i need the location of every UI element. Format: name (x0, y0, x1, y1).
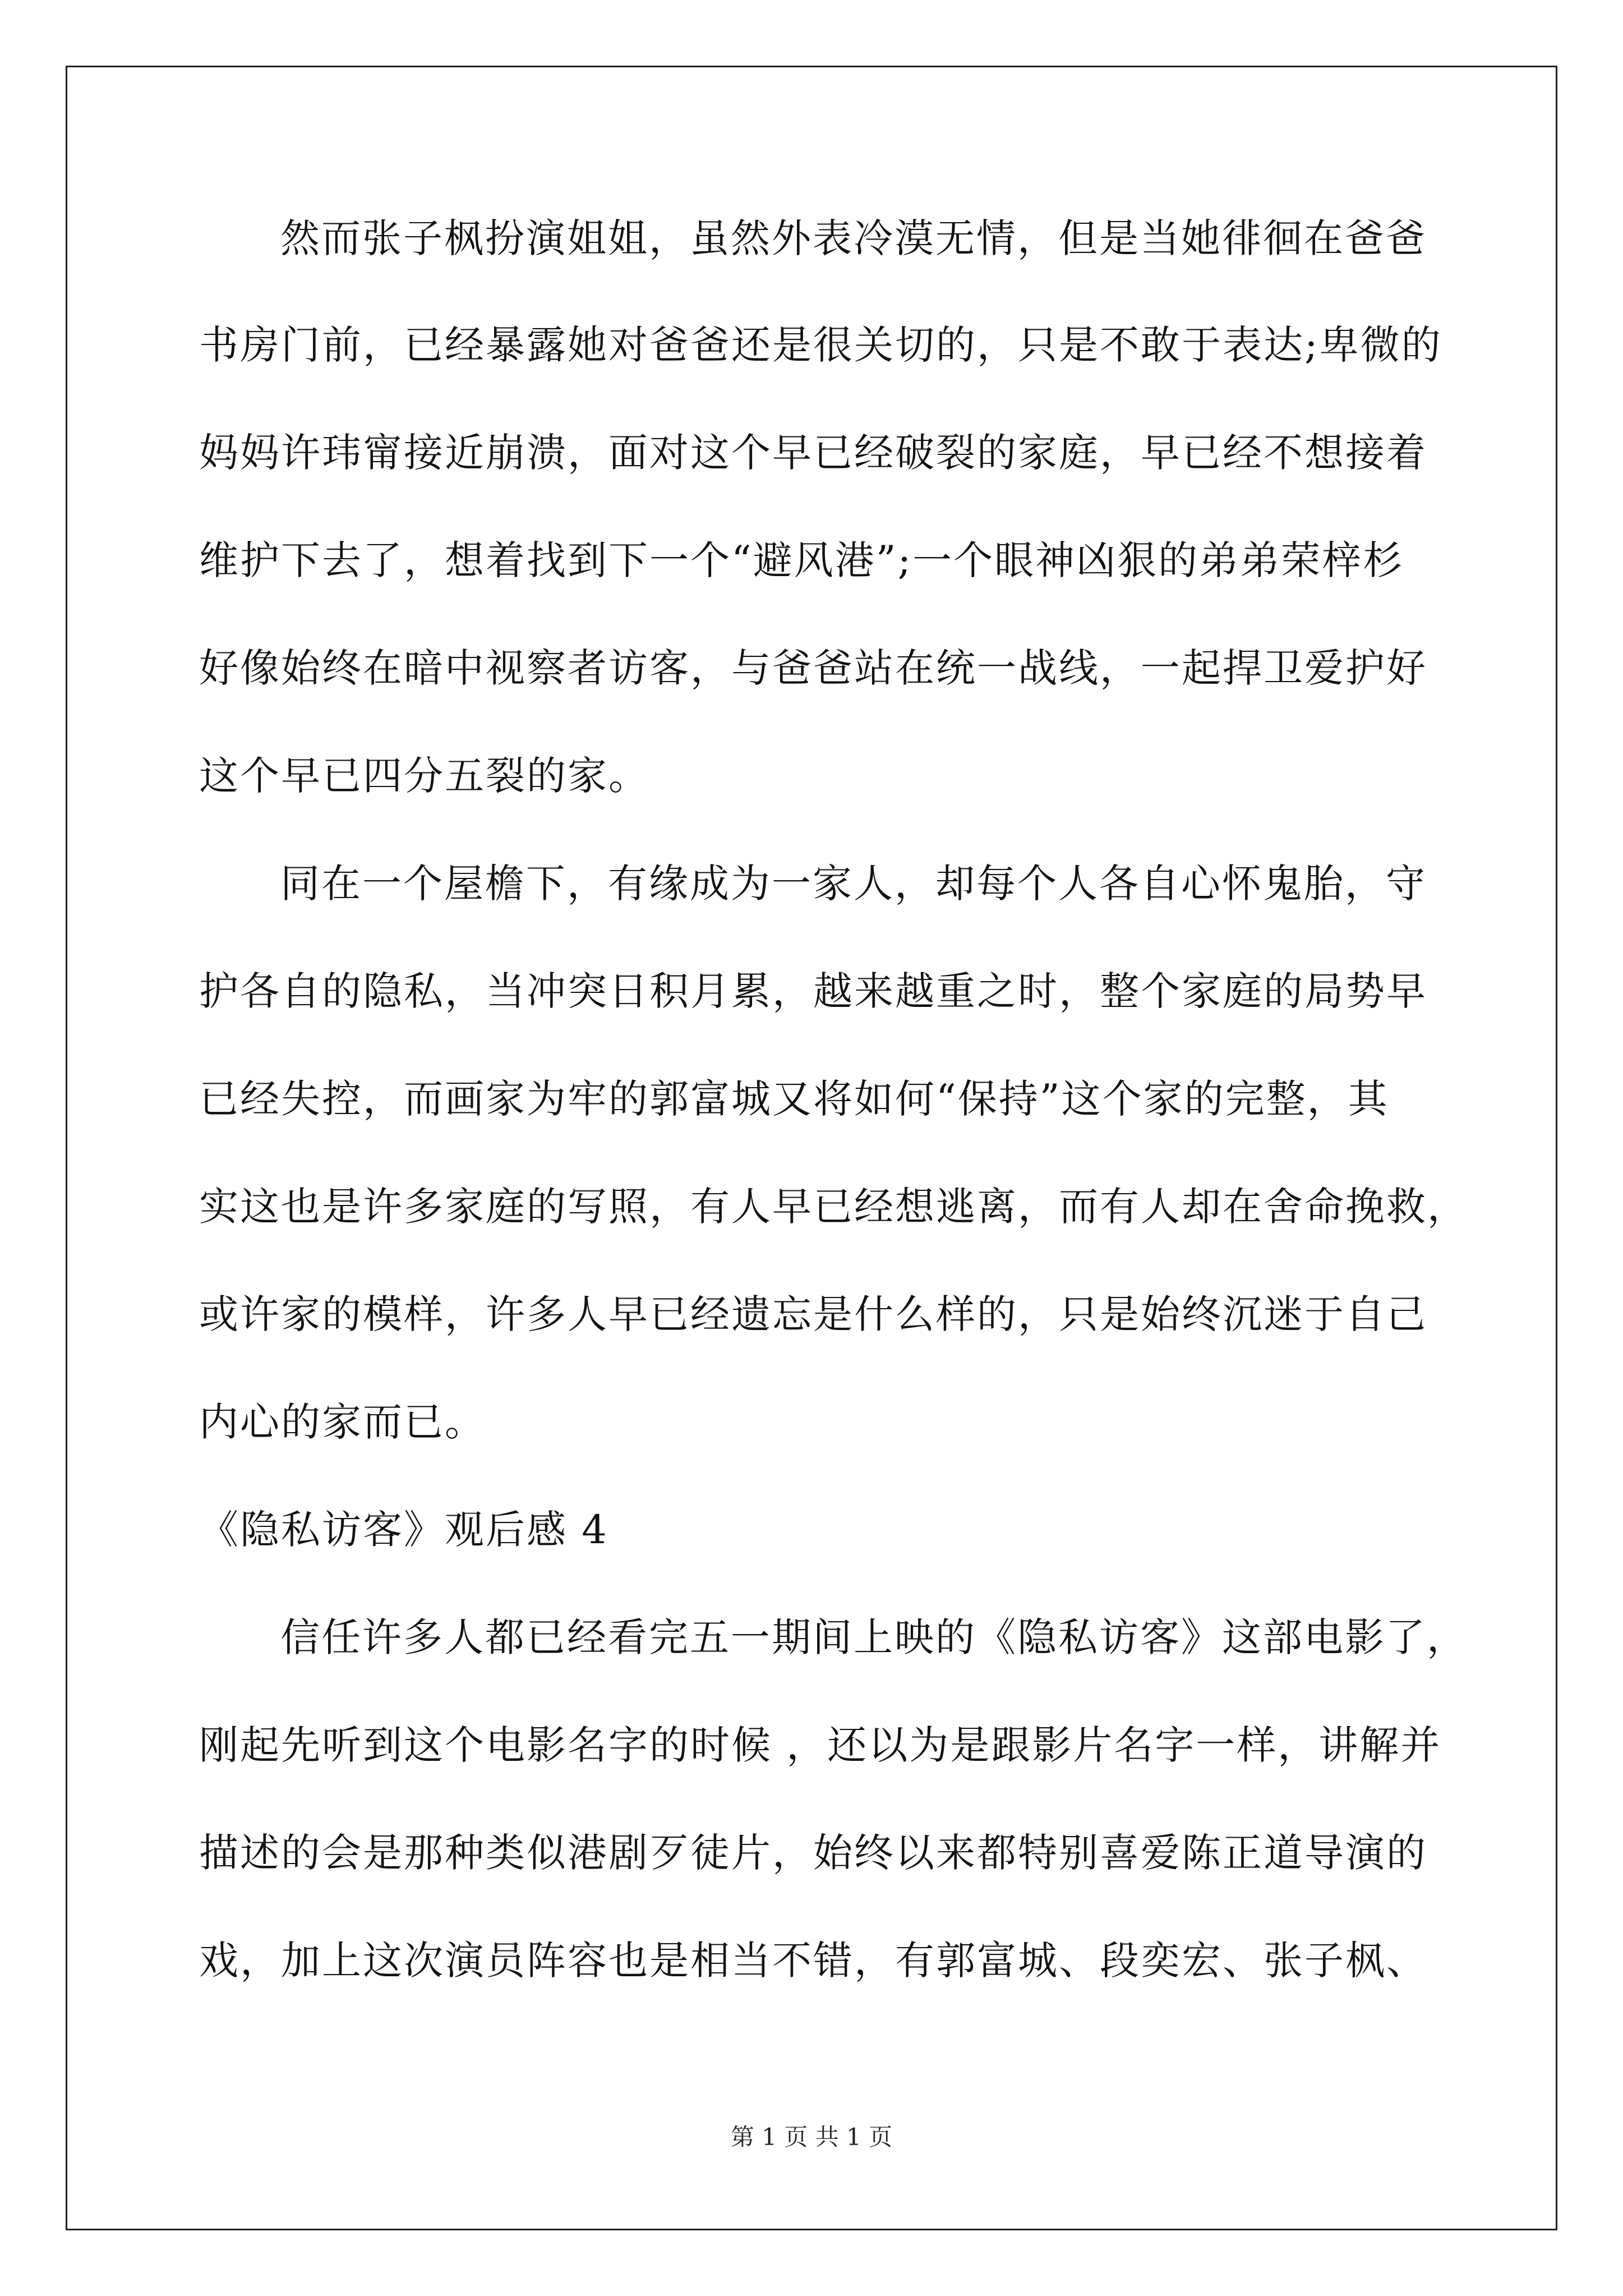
paragraph-line: 维护下去了，想着找到下一个“避风港”;一个眼神凶狠的弟弟荣梓杉 (199, 537, 1404, 583)
page-border (66, 66, 1557, 2230)
paragraph-line: 妈妈许玮甯接近崩溃，面对这个早已经破裂的家庭，早已经不想接着 (199, 430, 1427, 476)
page-footer: 第 1 页 共 1 页 (730, 2123, 893, 2151)
paragraph-line: 或许家的模样，许多人早已经遗忘是什么样的，只是始终沉迷于自己 (199, 1291, 1427, 1337)
paragraph-line: 同在一个屋檐下，有缘成为一家人，却每个人各自心怀鬼胎，守 (280, 861, 1427, 907)
paragraph-line: 护各自的隐私，当冲突日积月累，越来越重之时，整个家庭的局势早 (199, 968, 1427, 1014)
paragraph-line: 刚起先听到这个电影名字的时候 ，还以为是跟影片名字一样，讲解并 (199, 1722, 1442, 1768)
paragraph-line: 描述的会是那种类似港剧歹徒片，始终以来都特别喜爱陈正道导演的 (199, 1830, 1427, 1876)
paragraph-line: 已经失控，而画家为牢的郭富城又将如何“保持”这个家的完整，其 (199, 1076, 1389, 1122)
paragraph-line: 好像始终在暗中视察者访客，与爸爸站在统一战线，一起捍卫爱护好 (199, 645, 1427, 691)
paragraph-line: 内心的家而已。 (199, 1399, 486, 1445)
paragraph-line: 书房门前，已经暴露她对爸爸还是很关切的，只是不敢于表达;卑微的 (199, 322, 1442, 368)
section-heading: 《隐私访客》观后感 4 (199, 1507, 608, 1553)
paragraph-line: 信任许多人都已经看完五一期间上映的《隐私访客》这部电影了， (280, 1614, 1468, 1660)
paragraph-line: 这个早已四分五裂的家。 (199, 753, 649, 799)
paragraph-line: 然而张子枫扮演姐姐，虽然外表冷漠无情，但是当她徘徊在爸爸 (280, 215, 1427, 261)
paragraph-line: 戏，加上这次演员阵容也是相当不错，有郭富城、段奕宏、张子枫、 (199, 1938, 1427, 1984)
paragraph-line: 实这也是许多家庭的写照，有人早已经想逃离，而有人却在舍命挽救， (199, 1184, 1468, 1230)
